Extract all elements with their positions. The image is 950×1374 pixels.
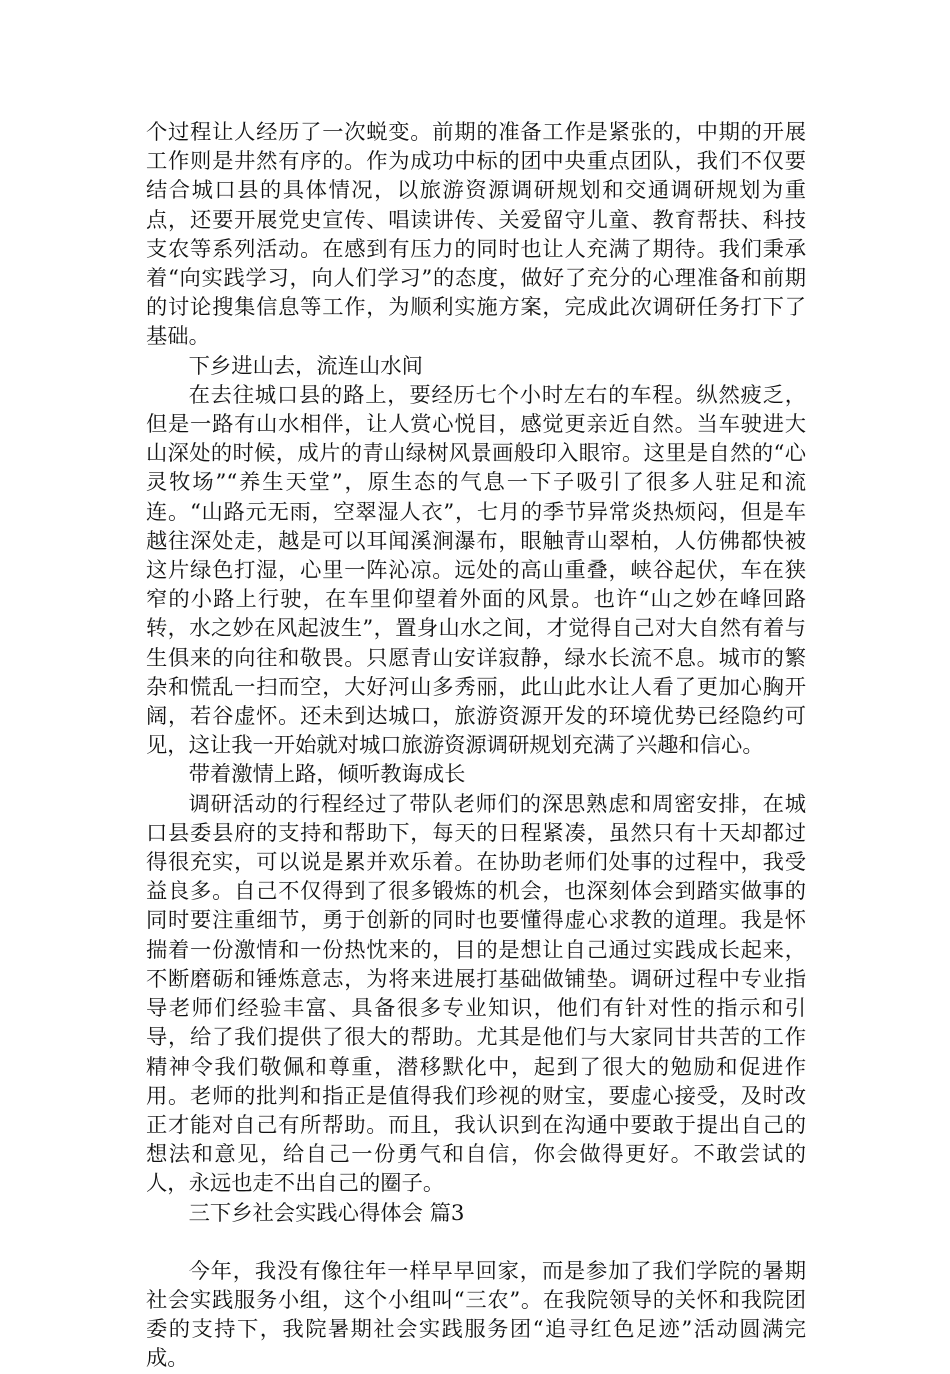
article-title-part-3: 三下乡社会实践心得体会 篇3 [188, 1200, 465, 1226]
paragraph-research: 调研活动的行程经过了带队老师们的深思熟虑和周密安排，在城口县委县府的支持和帮助下，每天的日程紧凑，虽然只有十天却都过得很充实，可以说是累并欢乐着。在协助老师们处事的过程中，我受益良多。自己不仅得到了很多锻炼的机会，也深刻体会到踏实做事的同时要注重细节，勇于创新的同时也要懂得虚心求教的道理。我是怀揣着一份激情和一份热忱来的，目的是想让自己通过实践成长起来，不断磨砺和锤炼意志，为将来进展打基础做铺垫。调研过程中专业指导老师们经验丰富、具备很多专业知识，他们有针对性的指示和引导，给了我们提供了很大的帮助。尤其是他们与大家同甘共苦的工作精神令我们敬佩和尊重，潜移默化中，起到了很大的勉励和促进作用。老师的批判和指正是值得我们珍视的财宝，要虚心接受，及时改正才能对自己有所帮助。而且，我认识到在沟通中要敢于提出自己的想法和意见，给自己一份勇气和自信，你会做得更好。不敢尝试的人，永远也走不出自己的圈子。 [146, 791, 806, 1197]
section-heading-passion: 带着激情上路，倾听教诲成长 [188, 762, 466, 788]
section-heading-into-mountains: 下乡进山去，流连山水间 [188, 353, 423, 379]
paragraph-summer: 今年，我没有像往年一样早早回家，而是参加了我们学院的暑期社会实践服务小组，这个小组叫“三农”。在我院领导的关怀和我院团委的支持下，我院暑期社会实践服务团“追寻红色足迹”活动圆满完成。 [146, 1258, 806, 1372]
paragraph-journey: 在去往城口县的路上，要经历七个小时左右的车程。纵然疲乏，但是一路有山水相伴，让人赏心悦目，感觉更亲近自然。当车驶进大山深处的时候，成片的青山绿树风景画般印入眼帘。这里是自然的“心灵牧场”“养生天堂”，原生态的气息一下子吸引了很多人驻足和流连。“山路元无雨，空翠湿人衣”，七月的季节异常炎热烦闷，但是车越往深处走，越是可以耳闻溪涧瀑布，眼触青山翠柏，人仿佛都快被这片绿色打湿，心里一阵沁凉。远处的高山重叠，峡谷起伏，车在狭窄的小路上行驶，在车里仰望着外面的风景。也许“山之妙在峰回路转，水之妙在风起波生”，置身山水之间，才觉得自己对大自然有着与生俱来的向往和敬畏。只愿青山安详寂静，绿水长流不息。城市的繁杂和慌乱一扫而空，大好河山多秀丽，此山此水让人看了更加心胸开阔，若谷虚怀。还未到达城口，旅游资源开发的环境优势已经隐约可见，这让我一开始就对城口旅游资源调研规划充满了兴趣和信心。 [146, 382, 806, 759]
blank-line [146, 1228, 806, 1257]
paragraph-continuation: 个过程让人经历了一次蜕变。前期的准备工作是紧张的，中期的开展工作则是井然有序的。作为成功中标的团中央重点团队，我们不仅要结合城口县的具体情况，以旅游资源调研规划和交通调研规划为重点，还要开展党史宣传、唱读讲传、关爱留守儿童、教育帮扶、科技支农等系列活动。在感到有压力的同时也让人充满了期待。我们秉承着“向实践学习，向人们学习”的态度，做好了充分的心理准备和前期的讨论搜集信息等工作，为顺利实施方案，完成此次调研任务打下了基础。 [146, 120, 806, 350]
document-page [146, 118, 806, 1374]
